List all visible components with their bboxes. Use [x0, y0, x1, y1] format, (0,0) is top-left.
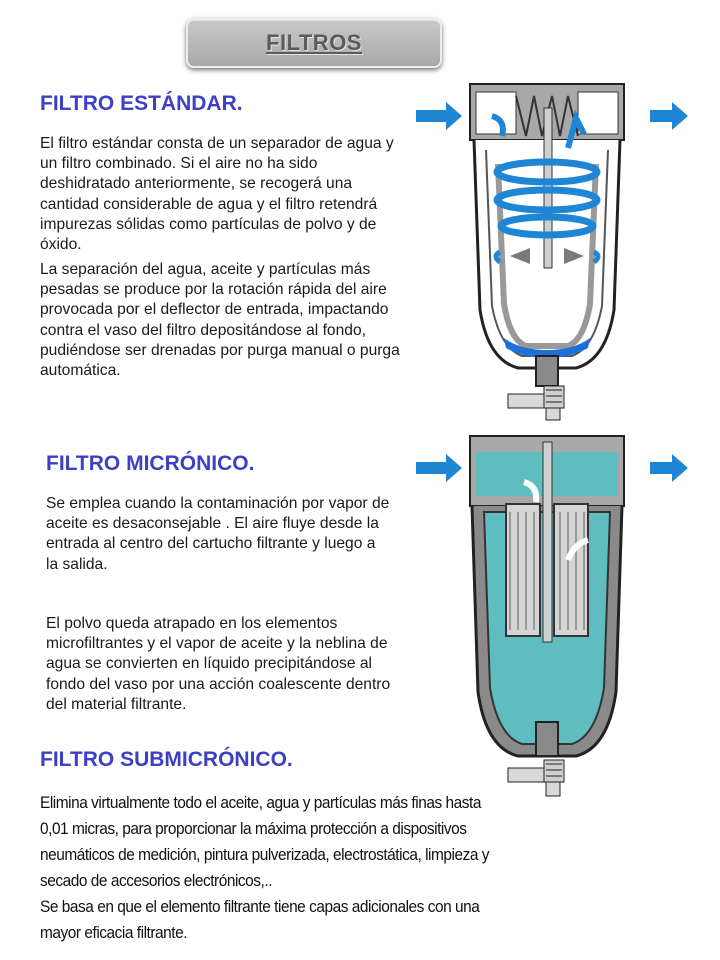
heading-filtro-estandar: FILTRO ESTÁNDAR. — [40, 92, 243, 115]
micronic-filter-diagram — [410, 432, 700, 804]
outlet-arrow-icon — [650, 454, 688, 482]
inlet-arrow-icon — [416, 454, 462, 482]
inlet-arrow-icon — [416, 102, 462, 130]
micronico-paragraph-1: Se emplea cuando la contaminación por vapor de aceite es desaconsejable . El aire fluye desde la entrada al centro del cartucho filtrante y luego a la salida. — [46, 495, 390, 573]
standard-filter-diagram — [410, 80, 700, 425]
heading-filtro-submicronico: FILTRO SUBMICRÓNICO. — [40, 748, 293, 771]
heading-filtro-micronico: FILTRO MICRÓNICO. — [46, 452, 255, 475]
estandar-paragraph-1: El filtro estándar consta de un separador de agua y un filtro combinado. Si el aire no ha sido deshidratado anteriormente, se recogerá una cantidad considerable de agua y el filtro retendrá impurezas sólidas como partículas de polvo y de óxido. — [40, 135, 394, 254]
submicronico-paragraph-2: Se basa en que el elemento filtrante tiene capas adicionales con una mayor eficacia filtrante. — [40, 897, 480, 942]
submicronico-paragraph-1: Elimina virtualmente todo el aceite, agua y partículas más finas hasta 0,01 micras, para proporcionar la máxima protección a dispositivos neumáticos de medición, pintura pulverizada, electrostática, limpieza y secado de accesorios electrónicos,.. — [40, 793, 490, 890]
outlet-arrow-icon — [650, 102, 688, 130]
page-title: FILTROS — [266, 30, 362, 55]
micronico-paragraph-2: El polvo queda atrapado en los elementos microfiltrantes y el vapor de aceite y la neblina de agua se convierten en líquido precipitándose al fondo del vaso por una acción coalescente dentro del material filtrante. — [46, 615, 391, 713]
title-banner — [186, 18, 442, 68]
estandar-paragraph-2: La separación del agua, aceite y partículas más pesadas se produce por la rotación rápida del aire provocada por el deflector de entrada, impactando contra el vaso del filtro depositándose al fondo, pudiéndose ser drenadas por purga manual o purga automática. — [40, 261, 400, 380]
